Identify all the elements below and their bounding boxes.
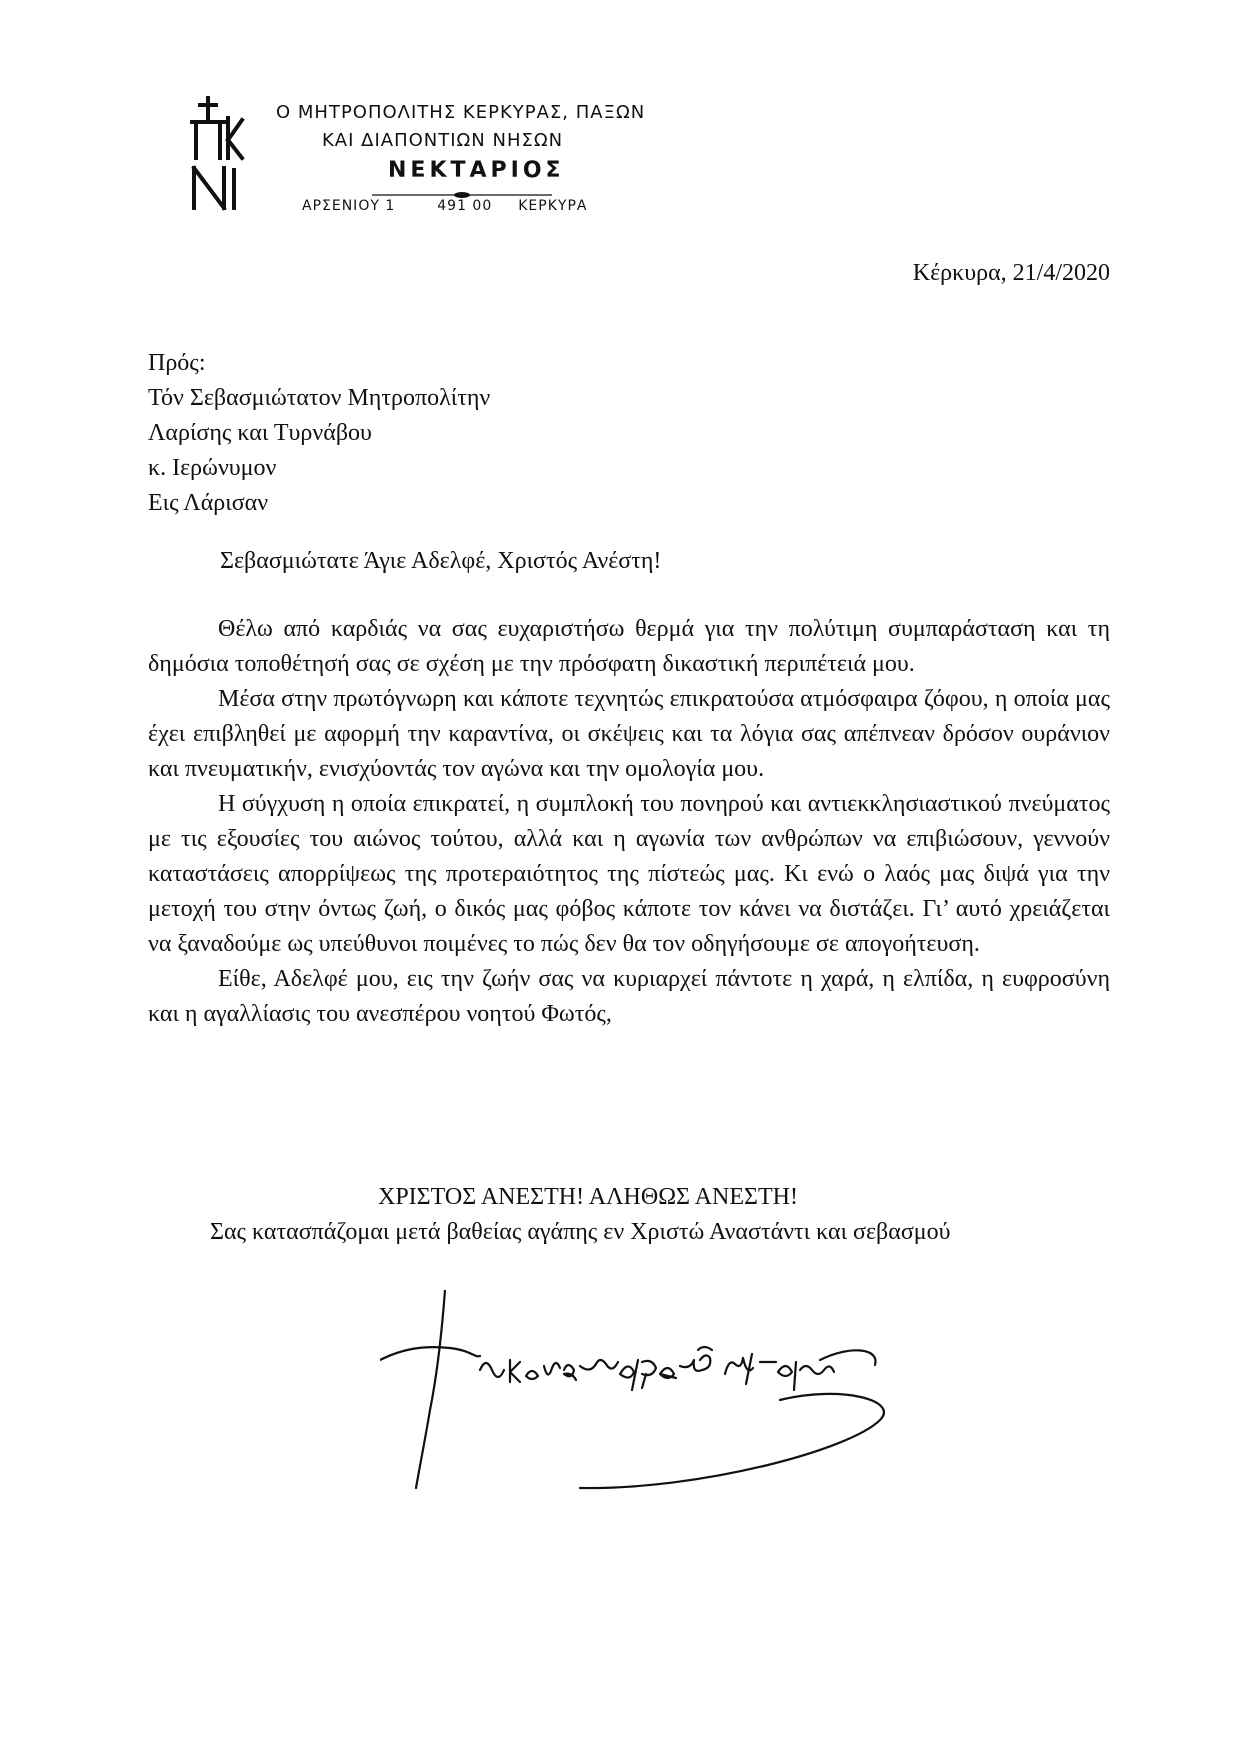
recipient-line: Λαρίσης και Τυρνάβου	[148, 420, 372, 446]
letterhead-postcode: 491 00	[437, 198, 493, 214]
closing-valediction: Σας κατασπάζομαι μετά βαθείας αγάπης εν Χριστώ Αναστάντι και σεβασμού	[210, 1219, 951, 1245]
letterhead-street: ΑΡΣΕΝΙΟΥ 1	[302, 198, 396, 214]
letterhead-name: ΝΕΚΤΑΡΙΟΣ	[388, 158, 565, 183]
closing-paschal-greeting: ΧΡΙΣΤΟΣ ΑΝΕΣΤΗ! ΑΛΗΘΩΣ ΑΝΕΣΤΗ!	[378, 1184, 798, 1210]
metropolis-monogram-logo	[186, 96, 246, 212]
letterhead-city: ΚΕΡΚΥΡΑ	[518, 198, 588, 214]
handwritten-signature	[380, 1290, 900, 1490]
letter-date: Κέρκυρα, 21/4/2020	[912, 260, 1110, 286]
body-paragraph: Είθε, Αδελφέ μου, εις την ζωήν σας να κυριαρχεί πάντοτε η χαρά, η ελπίδα, η ευφροσύνη και η αγαλλίασις του ανεσπέρου νοητού Φωτός,	[148, 966, 1110, 1027]
recipient-line: κ. Ιερώνυμον	[148, 455, 277, 481]
recipient-line: Τόν Σεβασμιώτατον Μητροπολίτην	[148, 385, 491, 411]
salutation: Σεβασμιώτατε Άγιε Αδελφέ, Χριστός Ανέστη!	[220, 548, 662, 574]
recipient-line: Εις Λάρισαν	[148, 490, 269, 516]
letterhead-address	[302, 198, 587, 214]
recipient-block	[148, 346, 490, 521]
letter-body	[148, 612, 1110, 1032]
recipient-to-label: Πρός:	[148, 350, 206, 376]
letterhead-title-line2: ΚΑΙ ΔΙΑΠΟΝΤΙΩΝ ΝΗΣΩΝ	[322, 130, 564, 151]
body-paragraph: Θέλω από καρδιάς να σας ευχαριστήσω θερμά για την πολύτιμη συμπαράσταση και τη δημόσια τοποθέτησή σας σε σχέση με την πρόσφατη δικαστική περιπέτειά μου.	[148, 616, 1110, 677]
body-paragraph: Η σύγχυση η οποία επικρατεί, η συμπλοκή του πονηρού και αντιεκκλησιαστικού πνεύματος με τις εξουσίες του αιώνος τούτου, αλλά και η αγωνία των ανθρώπων να επιβιώσουν, γεννούν καταστάσεις απορρίψεως της προτεραιότητος της πίστεώς μας. Κι ενώ ο λαός μας διψά για την μετοχή του στην όντως ζωή, ο δικός μας φόβος κάποτε τον κάνει να διστάζει. Γι’ αυτό χρειάζεται να ξαναδούμε ως υπεύθυνοι ποιμένες το πώς δεν θα τον οδηγήσουμε σε απογοήτευση.	[148, 791, 1110, 957]
body-paragraph: Μέσα στην πρωτόγνωρη και κάποτε τεχνητώς επικρατούσα ατμόσφαιρα ζόφου, η οποία μας έχει επιβληθεί με αφορμή την καραντίνα, οι σκέψεις και τα λόγια σας απέπνεαν δρόσον ουράνιον και πνευματικήν, ενισχύοντάς τον αγώνα και την ομολογία μου.	[148, 686, 1110, 782]
letterhead-title-line1: Ο ΜΗΤΡΟΠΟΛΙΤΗΣ ΚΕΡΚΥΡΑΣ, ΠΑΞΩΝ	[276, 102, 646, 123]
